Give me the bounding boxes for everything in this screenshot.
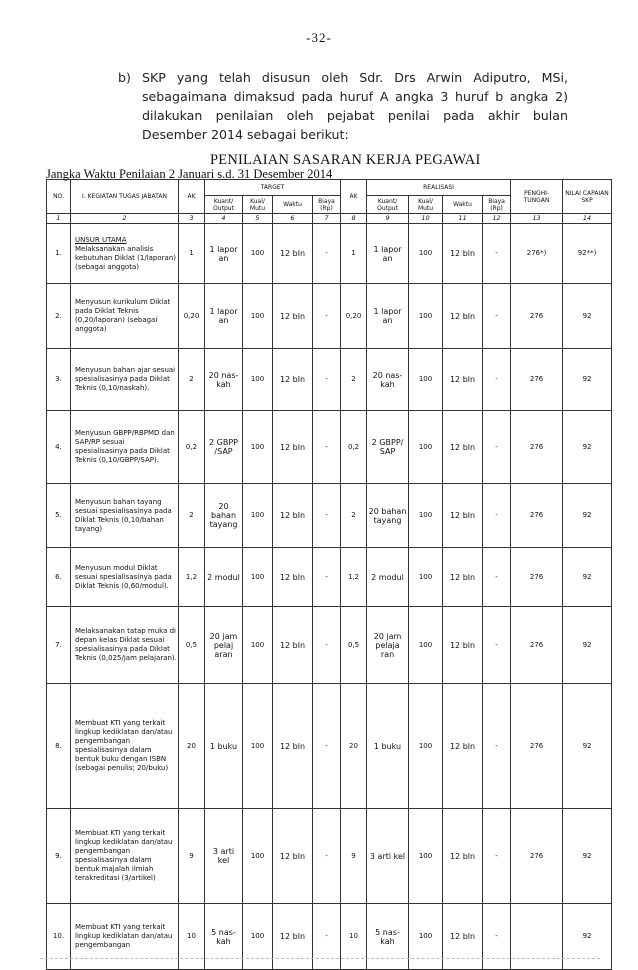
cell-kuant-target: 2 modul <box>205 548 243 607</box>
table-row <box>47 607 612 684</box>
header-kegiatan: I. KEGIATAN TUGAS JABATAN <box>71 180 179 214</box>
cell-penghitungan: 276 <box>511 411 563 484</box>
cell-biaya-target: - <box>313 684 341 809</box>
skp-table <box>46 179 612 970</box>
cell-ak-target: 1 <box>179 224 205 284</box>
intro-paragraph <box>118 68 568 144</box>
col-num: 13 <box>511 214 563 224</box>
cell-kual-target: 100 <box>243 284 273 349</box>
cell-ak-target: 9 <box>179 809 205 904</box>
col-num: 8 <box>341 214 367 224</box>
cell-no: 1. <box>47 224 71 284</box>
kegiatan-text: Membuat KTI yang terkait lingkup kediklatan dan/atau pengembangan spesialisasinya dalam bentuk buku dengan ISBN (sebagai penulis; 20/buku) <box>75 719 173 772</box>
kegiatan-text: Melaksanakan analisis kebutuhan Diklat (1/laporan) (sebagai anggota) <box>75 244 176 271</box>
cell-biaya-target: - <box>313 484 341 548</box>
cell-waktu-realisasi: 12 bln <box>443 904 483 970</box>
header-waktu-realisasi: Waktu <box>443 196 483 214</box>
cell-ak-realisasi: 0,2 <box>341 411 367 484</box>
col-num: 2 <box>71 214 179 224</box>
cell-no: 8. <box>47 684 71 809</box>
cell-no: 10. <box>47 904 71 970</box>
cell-nilai: 92 <box>563 484 612 548</box>
cell-kual-target: 100 <box>243 809 273 904</box>
cell-biaya-realisasi: - <box>483 284 511 349</box>
cell-no: 5. <box>47 484 71 548</box>
cell-penghitungan: 276 <box>511 684 563 809</box>
kegiatan-text: Membuat KTI yang terkait lingkup kediklatan dan/atau pengembangan <box>75 923 173 949</box>
cell-biaya-realisasi: - <box>483 484 511 548</box>
cell-kual-realisasi: 100 <box>409 548 443 607</box>
cell-ak-realisasi: 2 <box>341 349 367 411</box>
cell-nilai: 92 <box>563 809 612 904</box>
intro-text: SKP yang telah disusun oleh Sdr. Drs Arwin Adiputro, MSi, sebagaimana dimaksud pada huruf A angka 3 huruf b angka 2) dilakukan penilaian oleh pejabat penilai pada akhir bulan Desember 2014 sebagai berikut: <box>142 70 568 142</box>
cell-ak-realisasi: 1,2 <box>341 548 367 607</box>
cell-ak-realisasi: 1 <box>341 224 367 284</box>
cell-kual-realisasi: 100 <box>409 349 443 411</box>
cell-ak-realisasi: 0,5 <box>341 607 367 684</box>
cell-kual-target: 100 <box>243 224 273 284</box>
table-row <box>47 224 612 284</box>
cell-biaya-realisasi: - <box>483 224 511 284</box>
cell-waktu-realisasi: 12 bln <box>443 809 483 904</box>
col-num: 10 <box>409 214 443 224</box>
cell-kegiatan <box>71 224 179 284</box>
table-row <box>47 349 612 411</box>
cell-kuant-realisasi: 2 modul <box>367 548 409 607</box>
cell-waktu-target: 12 bln <box>273 607 313 684</box>
cell-biaya-realisasi: - <box>483 684 511 809</box>
cell-waktu-realisasi: 12 bln <box>443 284 483 349</box>
cell-biaya-realisasi: - <box>483 904 511 970</box>
cell-nilai: 92 <box>563 284 612 349</box>
cell-kuant-realisasi: 2 GBPP/ SAP <box>367 411 409 484</box>
col-num: 6 <box>273 214 313 224</box>
header-kuant-realisasi: Kuant/ Output <box>367 196 409 214</box>
assessment-period: Jangka Waktu Penilaian 2 Januari s.d. 31 Desember 2014 <box>46 167 333 181</box>
kegiatan-text: Menyusun modul Diklat sesuai spesialisasinya pada Diklat Teknis (0,60/modul). <box>75 563 172 590</box>
table-row <box>47 284 612 349</box>
cell-kuant-realisasi: 1 lapor an <box>367 224 409 284</box>
skp-table-body <box>47 224 612 970</box>
col-num: 12 <box>483 214 511 224</box>
cell-kual-target: 100 <box>243 411 273 484</box>
cell-biaya-realisasi: - <box>483 349 511 411</box>
cell-kuant-target: 20 jam pelaj aran <box>205 607 243 684</box>
cell-penghitungan: 276 <box>511 284 563 349</box>
cell-biaya-target: - <box>313 809 341 904</box>
cell-no: 7. <box>47 607 71 684</box>
cell-ak-target: 20 <box>179 684 205 809</box>
cell-nilai: 92 <box>563 904 612 970</box>
cell-no: 4. <box>47 411 71 484</box>
cell-biaya-target: - <box>313 349 341 411</box>
cell-kual-realisasi: 100 <box>409 284 443 349</box>
cell-waktu-realisasi: 12 bln <box>443 607 483 684</box>
cell-kuant-target: 20 bahan tayang <box>205 484 243 548</box>
cell-waktu-target: 12 bln <box>273 224 313 284</box>
header-target: TARGET <box>205 180 341 196</box>
cell-ak-realisasi: 20 <box>341 684 367 809</box>
cell-waktu-target: 12 bln <box>273 548 313 607</box>
footer-divider <box>40 958 600 961</box>
cell-nilai: 92 <box>563 349 612 411</box>
kegiatan-text: Menyusun bahan ajar sesuai spesialisasinya pada Diklat Teknis (0,10/naskah). <box>75 366 176 392</box>
cell-waktu-target: 12 bln <box>273 484 313 548</box>
col-num: 1 <box>47 214 71 224</box>
cell-kuant-realisasi: 1 lapor an <box>367 284 409 349</box>
cell-waktu-target: 12 bln <box>273 809 313 904</box>
cell-ak-target: 10 <box>179 904 205 970</box>
cell-kuant-target: 1 lapor an <box>205 284 243 349</box>
cell-kual-target: 100 <box>243 548 273 607</box>
cell-kegiatan <box>71 349 179 411</box>
cell-kual-realisasi: 100 <box>409 684 443 809</box>
cell-ak-realisasi: 0,20 <box>341 284 367 349</box>
col-num: 3 <box>179 214 205 224</box>
col-num: 4 <box>205 214 243 224</box>
cell-kegiatan <box>71 411 179 484</box>
cell-kual-target: 100 <box>243 349 273 411</box>
cell-waktu-realisasi: 12 bln <box>443 684 483 809</box>
cell-ak-target: 2 <box>179 349 205 411</box>
section-label: UNSUR UTAMA <box>75 235 127 244</box>
cell-kual-realisasi: 100 <box>409 904 443 970</box>
cell-kuant-realisasi: 20 nas-kah <box>367 349 409 411</box>
cell-no: 6. <box>47 548 71 607</box>
header-realisasi: REALISASI <box>367 180 511 196</box>
cell-waktu-target: 12 bln <box>273 684 313 809</box>
cell-kual-target: 100 <box>243 484 273 548</box>
cell-penghitungan: 276 <box>511 349 563 411</box>
table-row <box>47 684 612 809</box>
table-row <box>47 809 612 904</box>
cell-nilai: 92 <box>563 548 612 607</box>
cell-penghitungan: 276 <box>511 809 563 904</box>
table-row <box>47 484 612 548</box>
header-biaya-target: Biaya (Rp) <box>313 196 341 214</box>
cell-waktu-realisasi: 12 bln <box>443 548 483 607</box>
kegiatan-text: Menyusun kurikulum Diklat pada Diklat Teknis (0,20/laporan) (sebagai anggota) <box>75 298 171 333</box>
cell-penghitungan: 276 <box>511 548 563 607</box>
list-marker: b) <box>118 70 131 85</box>
cell-kuant-realisasi: 20 jam pelaja ran <box>367 607 409 684</box>
cell-ak-realisasi: 9 <box>341 809 367 904</box>
cell-penghitungan: 276*) <box>511 224 563 284</box>
cell-no: 9. <box>47 809 71 904</box>
cell-biaya-realisasi: - <box>483 809 511 904</box>
cell-kual-realisasi: 100 <box>409 607 443 684</box>
cell-waktu-realisasi: 12 bln <box>443 224 483 284</box>
cell-kegiatan <box>71 684 179 809</box>
cell-kual-target: 100 <box>243 904 273 970</box>
table-row <box>47 411 612 484</box>
header-biaya-realisasi: Biaya (Rp) <box>483 196 511 214</box>
header-no: NO. <box>47 180 71 214</box>
cell-biaya-target: - <box>313 224 341 284</box>
cell-biaya-target: - <box>313 411 341 484</box>
cell-kuant-target: 5 nas-kah <box>205 904 243 970</box>
cell-waktu-target: 12 bln <box>273 349 313 411</box>
kegiatan-text: Menyusun bahan tayang sesuai spesialisasinya pada Diklat Teknis (0,10/bahan tayang) <box>75 497 172 533</box>
cell-kuant-target: 3 arti kel <box>205 809 243 904</box>
cell-kuant-realisasi: 1 buku <box>367 684 409 809</box>
cell-kuant-realisasi: 3 arti kel <box>367 809 409 904</box>
cell-kual-target: 100 <box>243 684 273 809</box>
kegiatan-text: Melaksanakan tatap muka di depan kelas Diklat sesuai spesialisasinya pada Diklat Teknis (0,025/jam pelajaran). <box>75 627 177 662</box>
cell-kual-realisasi: 100 <box>409 411 443 484</box>
header-ak-target: AK <box>179 180 205 214</box>
table-row <box>47 548 612 607</box>
cell-ak-realisasi: 10 <box>341 904 367 970</box>
cell-ak-target: 0,2 <box>179 411 205 484</box>
cell-nilai: 92 <box>563 684 612 809</box>
cell-kual-realisasi: 100 <box>409 224 443 284</box>
cell-ak-target: 0,20 <box>179 284 205 349</box>
cell-nilai: 92 <box>563 411 612 484</box>
cell-kuant-realisasi: 5 nas-kah <box>367 904 409 970</box>
col-num: 7 <box>313 214 341 224</box>
cell-waktu-realisasi: 12 bln <box>443 349 483 411</box>
cell-biaya-target: - <box>313 548 341 607</box>
cell-penghitungan: 276 <box>511 607 563 684</box>
cell-kegiatan <box>71 484 179 548</box>
cell-biaya-target: - <box>313 607 341 684</box>
cell-no: 3. <box>47 349 71 411</box>
cell-kual-realisasi: 100 <box>409 809 443 904</box>
cell-ak-target: 0,5 <box>179 607 205 684</box>
cell-biaya-realisasi: - <box>483 607 511 684</box>
cell-kuant-target: 1 lapor an <box>205 224 243 284</box>
kegiatan-text: Menyusun GBPP/RBPMD dan SAP/RP sesuai spesialisasinya pada Diklat Teknis (0,10/GBPP/SAP). <box>75 429 175 464</box>
cell-waktu-target: 12 bln <box>273 904 313 970</box>
cell-kuant-target: 2 GBPP /SAP <box>205 411 243 484</box>
cell-waktu-realisasi: 12 bln <box>443 411 483 484</box>
page-number: -32- <box>306 30 332 45</box>
col-num: 14 <box>563 214 612 224</box>
cell-kegiatan <box>71 548 179 607</box>
cell-biaya-realisasi: - <box>483 548 511 607</box>
cell-kual-realisasi: 100 <box>409 484 443 548</box>
cell-kegiatan <box>71 607 179 684</box>
cell-kuant-target: 1 buku <box>205 684 243 809</box>
header-kual-realisasi: Kual/ Mutu <box>409 196 443 214</box>
cell-waktu-target: 12 bln <box>273 411 313 484</box>
cell-nilai: 92**) <box>563 224 612 284</box>
col-num: 11 <box>443 214 483 224</box>
header-kual-target: Kual/ Mutu <box>243 196 273 214</box>
cell-ak-realisasi: 2 <box>341 484 367 548</box>
cell-kual-target: 100 <box>243 607 273 684</box>
cell-ak-target: 2 <box>179 484 205 548</box>
cell-penghitungan: 276 <box>511 484 563 548</box>
header-ak-realisasi: AK <box>341 180 367 214</box>
cell-kegiatan <box>71 809 179 904</box>
cell-no: 2. <box>47 284 71 349</box>
header-penghitungan: PENGHI-TUNGAN <box>511 180 563 214</box>
cell-waktu-realisasi: 12 bln <box>443 484 483 548</box>
cell-waktu-target: 12 bln <box>273 284 313 349</box>
cell-nilai: 92 <box>563 607 612 684</box>
cell-biaya-target: - <box>313 904 341 970</box>
header-kuant-target: Kuant/ Output <box>205 196 243 214</box>
document-title: PENILAIAN SASARAN KERJA PEGAWAI <box>210 152 481 168</box>
header-nilai: NILAI CAPAIAN SKP <box>563 180 612 214</box>
cell-ak-target: 1,2 <box>179 548 205 607</box>
kegiatan-text: Membuat KTI yang terkait lingkup kediklatan dan/atau pengembangan spesialisasinya dalam bentuk majalah ilmiah terakreditasi (3/artikel) <box>75 829 173 882</box>
header-waktu-target: Waktu <box>273 196 313 214</box>
cell-biaya-realisasi: - <box>483 411 511 484</box>
cell-kuant-target: 20 nas-kah <box>205 349 243 411</box>
cell-biaya-target: - <box>313 284 341 349</box>
cell-kuant-realisasi: 20 bahan tayang <box>367 484 409 548</box>
col-num: 5 <box>243 214 273 224</box>
column-number-row <box>47 214 612 224</box>
cell-kegiatan <box>71 284 179 349</box>
col-num: 9 <box>367 214 409 224</box>
